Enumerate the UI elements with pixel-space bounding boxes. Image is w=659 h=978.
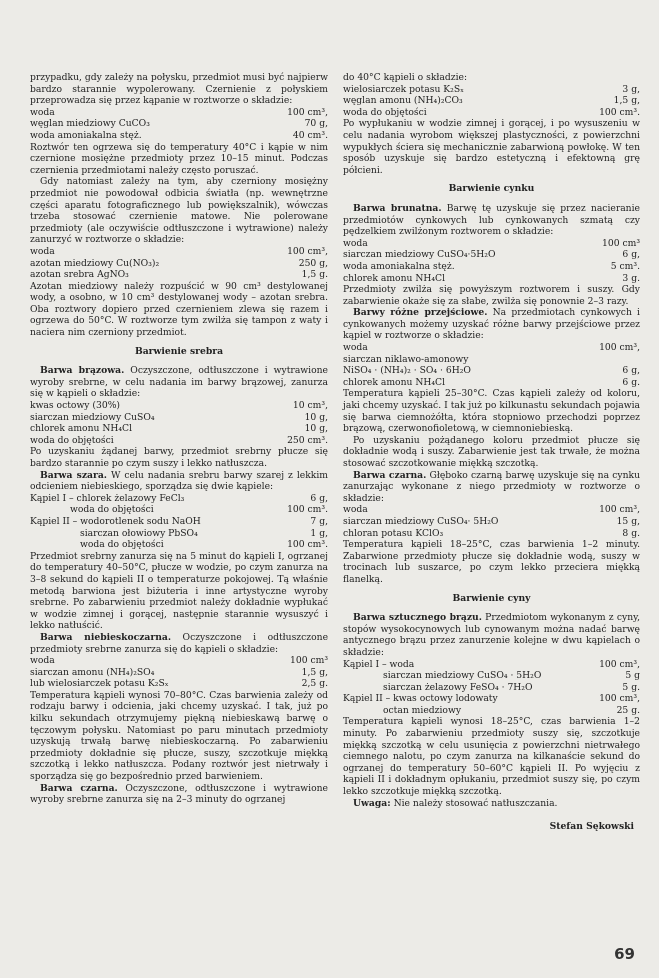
recipe-row: woda do objętości 100 cm³. <box>343 106 640 118</box>
recipe-row: Kąpiel II – kwas octowy lodowaty 100 cm³, <box>343 693 640 705</box>
recipe-row: woda 100 cm³ <box>343 237 640 249</box>
recipe-row: chlorek amonu NH₄Cl 3 g. <box>343 272 640 284</box>
recipe-list <box>30 400 328 446</box>
paragraph: Barwa brunatna. Barwę tę uzyskuje się przez nacieranie przedmiotów cynkowych lub cynkowanych szmatą czy pędzelkiem zwilżonym roztworem o składzie: <box>343 202 640 238</box>
paragraph: przypadku, gdy zależy na połysku, przedmiot musi być najpierw bardzo starannie wypolerowany. Czernienie z połyskiem przeprowadza się przez kąpanie w roztworze o składzie: <box>30 72 328 107</box>
recipe-row: woda 100 cm³, <box>30 245 328 257</box>
recipe-row: siarczan niklawo-amonowy <box>343 353 469 365</box>
recipe-row: węglan miedziowy CuCO₃ 70 g, <box>30 118 328 130</box>
recipe-row: azotan srebra AgNO₃ 1,5 g. <box>30 269 328 281</box>
section-heading: Barwienie cynku <box>448 183 535 195</box>
recipe-row: chlorek amonu NH₄Cl 10 g, <box>30 423 328 435</box>
recipe-row: siarczan miedziowy CuSO₄· 5H₂O 15 g, <box>343 515 640 527</box>
recipe-row: Kąpiel I – chlorek żelazowy FeCl₃ 6 g, <box>30 492 328 504</box>
recipe-row: woda do objętości 100 cm³. <box>80 539 328 551</box>
recipe-row: woda do objętości 100 cm³. <box>70 504 328 516</box>
recipe-row: woda 100 cm³, <box>343 342 640 354</box>
recipe-row: węglan amonu (NH₄)₂CO₃ 1,5 g, <box>343 95 640 107</box>
recipe-row: Kąpiel I – woda 100 cm³, <box>343 658 640 670</box>
paragraph: Barwa niebieskoczarna. Oczyszczone i odtłuszczone przedmioty srebrne zanurza się do kąpieli o składzie: <box>30 631 329 655</box>
paragraph: Przedmioty zwilża się powyższym roztworem i suszy. Gdy zabarwienie okaże się za słabe, zwilża się ponownie 2–3 razy. <box>343 284 640 307</box>
recipe-row: chlorek amonu NH₄Cl 6 g. <box>343 376 640 388</box>
recipe-list <box>30 493 328 551</box>
recipe-row: octan miedziowy 25 g. <box>383 704 640 716</box>
paragraph: Barwa sztucznego brązu. Przedmiotom wykonanym z cyny, stopów wysokocynowych lub cynowanym można nadać barwę antycznego brązu przez zanurzenie kolejne w dwu kąpielach o składzie: <box>343 612 640 658</box>
recipe-row: woda amoniakalna stęż. 5 cm³. <box>343 260 640 272</box>
paragraph: Barwa czarna. Oczyszczone, odtłuszczone i wytrawione wyroby srebrne zanurza się na 2–3 minuty do ogrzanej <box>30 782 328 806</box>
recipe-row: azotan miedziowy Cu(NO₃)₂ 250 g, <box>30 257 328 269</box>
paragraph: Azotan miedziowy należy rozpuścić w 90 cm³ destylowanej wody, a osobno, w 10 cm³ destylowanej wody – azotan srebra. Oba roztwory dopiero przed czernieniem zlewa się razem i ogrzewa do 50°C. W roztworze tym zwilża się tampon z waty i naciera nim czerniony przedmiot. <box>30 280 328 339</box>
recipe-row: Kąpiel II – wodorotlenek sodu NaOH 7 g, <box>30 515 328 527</box>
recipe-row: siarczan miedziowy CuSO₄ · 5H₂O 5 g <box>383 670 640 682</box>
recipe-row: siarczan miedziowy CuSO₄·5H₂O 6 g, <box>343 249 640 261</box>
recipe-row: woda 100 cm³, <box>30 106 328 118</box>
paragraph: Uwaga: Nie należy stosować natłuszczania. <box>353 797 558 809</box>
recipe-row: siarczan miedziowy CuSO₄ 10 g, <box>30 411 328 423</box>
recipe-row: siarczan amonu (NH₄)₂SO₄ 1,5 g, <box>30 666 328 678</box>
recipe-list <box>343 238 640 284</box>
recipe-row: woda 100 cm³, <box>343 504 640 516</box>
left-column <box>30 72 328 806</box>
recipe-list <box>30 246 328 281</box>
recipe-row: siarczan żelazowy FeSO₄ · 7H₂O 5 g. <box>383 681 640 693</box>
paragraph: Przedmiot srebrny zanurza się na 5 minut do kąpieli I, ogrzanej do temperatury 40–50°C, płucze w wodzie, po czym zanurza na 3–8 sekund do kąpieli II o temperaturze pokojowej. Tą właśnie metodą barwiona jest biżuteria i inne artystyczne wyroby srebrne. Po zabarwieniu przedmiot należy dokładnie wypłukać w wodzie zimnej i gorącej, następnie starannie wysuszyć i lekko natłuścić. <box>30 550 328 632</box>
paragraph: do 40°C kąpieli o składzie: <box>343 72 468 83</box>
recipe-row: kwas octowy (30%) 10 cm³, <box>30 400 328 412</box>
paragraph: Barwa brązowa. Oczyszczone, odtłuszczone i wytrawione wyroby srebrne, w celu nadania im barwy brązowej, zanurza się w kąpieli o składzie: <box>30 365 328 400</box>
page-number: 69 <box>614 945 635 963</box>
paragraph: Temperatura kąpieli 25–30°C. Czas kąpieli zależy od koloru, jaki chcemy uzyskać. I tak już po kilkunastu sekundach pojawia się barwa ciemnożółta, która stopniowo przechodzi poprzez brązową, czerwonofioletową, w ciemnoniebieską. <box>343 388 640 435</box>
recipe-row: lub wielosiarczek potasu K₂Sₓ 2,5 g. <box>30 678 328 690</box>
paragraph: Temperatura kąpieli wynosi 18–25°C, czas barwienia 1–2 minuty. Po zabarwieniu przedmioty suszy się, szczotkuje miękką szczotką w celu usunięcia z powierzchni nietrwałego ciemnego nalotu, po czym zanurza na kilkanaście sekund do ogrzanej do temperatury 50–60°C kąpieli II. Po wyjęciu z kąpieli II i dokładnym opłukaniu, przedmiot suszy się, po czym lekko szczotkuje miękką szczotką. <box>343 716 640 798</box>
recipe-list <box>343 504 640 539</box>
recipe-list <box>343 84 640 119</box>
recipe-row: woda amoniakalna stęż. 40 cm³. <box>30 129 328 141</box>
paragraph: Temperatura kąpieli 18–25°C, czas barwienia 1–2 minuty. Zabarwione przedmioty płucze się dokładnie wodą, suszy w trocinach lub suszarce, po czym lekko przeciera miękką flanelką. <box>343 539 640 585</box>
section-heading: Barwienie srebra <box>134 345 224 357</box>
section-heading: Barwienie cyny <box>452 592 531 604</box>
paragraph: Roztwór ten ogrzewa się do temperatury 40°C i kąpie w nim czernione mosiężne przedmioty przez 10–15 minut. Podczas czernienia przedmiotami należy często poruszać. <box>30 141 328 176</box>
recipe-list <box>343 342 640 388</box>
recipe-row: siarczan ołowiowy PbSO₄ 1 g, <box>80 527 328 539</box>
recipe-row: chloran potasu KClO₃ 8 g. <box>343 527 640 539</box>
recipe-list <box>30 655 328 690</box>
paragraph: Barwy różne przejściowe. Na przedmiotach cynkowych i cynkowanych możemy uzyskać różne barwy przejściowe przez kąpiel w roztworze o składzie: <box>343 307 640 342</box>
paragraph: Barwa czarna. Głęboko czarną barwę uzyskuje się na cynku zanurzając wykonane z niego przedmioty w roztworze o składzie: <box>343 469 640 504</box>
paragraph: Gdy natomiast zależy na tym, aby czerniony mosiężny przedmiot nie powodował odbicia światła (np. wewnętrzne części aparatu fotograficznego lub powiększalnik), wówczas trzeba stosować czernienie matowe. Nie polerowane przedmioty (ale oczywiście odtłuszczone i wytrawione) należy zanurzyć w roztworze o składzie: <box>30 176 328 246</box>
recipe-row: woda 100 cm³ <box>30 655 328 667</box>
paragraph: Po uzyskaniu żądanej barwy, przedmiot srebrny płucze się bardzo starannie po czym suszy i lekko natłuszcza. <box>30 446 328 469</box>
recipe-row: NiSO₄ · (NH₄)₂ · SO₄ · 6H₂O 6 g, <box>343 365 640 377</box>
paragraph: Po wypłukaniu w wodzie zimnej i gorącej, i po wysuszeniu w celu nadania wyrobom większej plastyczności, z powierzchni wypukłych ściera się mechanicznie zabarwioną powłokę. W ten sposób uzyskuje się bardzo estetyczną i efektowną grę półcieni. <box>343 118 640 176</box>
right-column <box>343 72 640 833</box>
recipe-list <box>30 107 328 142</box>
recipe-row: woda do objętości 250 cm³. <box>30 434 328 446</box>
paragraph: Barwa szara. W celu nadania srebru barwy szarej z lekkim odcieniem niebieskiego, sporządza się dwie kąpiele: <box>30 469 328 493</box>
author-signature: Stefan Sękowski <box>549 821 634 833</box>
paragraph: Temperatura kąpieli wynosi 70–80°C. Czas barwienia zależy od rodzaju barwy i odcienia, jaki chcemy uzyskać. I tak, już po kilku sekundach otrzymujemy piękną niebieskawą barwę o tęczowym połysku. Natomiast po paru minutach przedmioty uzyskują trwałą barwę niebieskoczarną. Po zabarwieniu przedmioty dokładnie się płucze, suszy, szczotkuje miękką szczotką i lekko natłuszcza. Podany roztwór jest nietrwały i sporządza się go bezpośrednio przed barwieniem. <box>30 689 328 783</box>
paragraph: Po uzyskaniu pożądanego koloru przedmiot płucze się dokładnie wodą i suszy. Zabarwienie jest tak trwałe, że można stosować szczotkowanie miękką szczotką. <box>343 434 640 469</box>
recipe-row: wielosiarczek potasu K₂Sₓ 3 g, <box>343 83 640 95</box>
recipe-list <box>343 659 640 717</box>
